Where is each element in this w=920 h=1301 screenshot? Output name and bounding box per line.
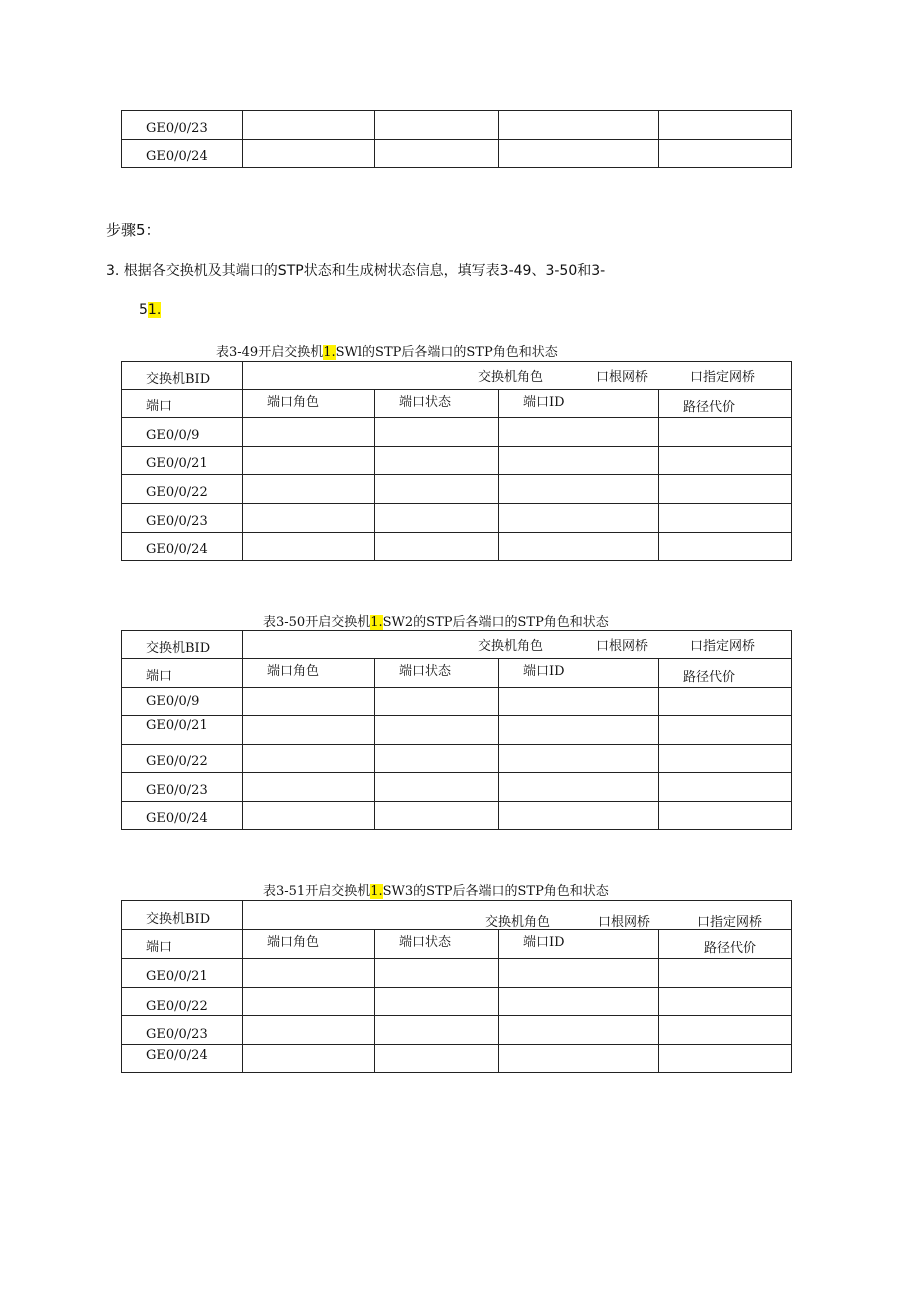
- table-row: [122, 716, 792, 745]
- empty-cell[interactable]: [499, 140, 659, 168]
- header-row: [122, 362, 792, 390]
- header-options-cell: [243, 362, 792, 390]
- caption-prefix: 表3-49开启交换机: [216, 345, 324, 360]
- table-caption: [263, 611, 609, 630]
- port-id-cell[interactable]: [499, 1045, 659, 1073]
- table-caption: [216, 341, 558, 360]
- empty-cell[interactable]: [659, 140, 792, 168]
- port-id-cell[interactable]: [499, 773, 659, 802]
- port-id-label: 端口ID: [523, 395, 565, 410]
- empty-cell[interactable]: [243, 111, 375, 140]
- port-state-cell[interactable]: [375, 475, 499, 504]
- switch-role-label: 交换机角色: [485, 915, 551, 930]
- port-state-cell[interactable]: [375, 773, 499, 802]
- table-row: [122, 1016, 792, 1045]
- path-cost-cell[interactable]: [659, 447, 792, 475]
- port-id-cell[interactable]: [499, 475, 659, 504]
- caption-suffix: SW3的STP后各端口的STP角色和状态: [382, 884, 609, 899]
- port-state-cell[interactable]: [375, 802, 499, 830]
- port-role-cell[interactable]: [243, 745, 375, 773]
- port-cell: GE0/0/21: [122, 959, 243, 988]
- port-state-label: 端口状态: [399, 664, 452, 679]
- instruction-line1: 3. 根据各交换机及其端口的STP状态和生成树状态信息，填写表3-49、3-50和3-: [106, 263, 606, 279]
- port-state-cell[interactable]: [375, 959, 499, 988]
- path-cost-header: [659, 930, 792, 959]
- port-role-cell[interactable]: [243, 959, 375, 988]
- empty-cell[interactable]: [375, 111, 499, 140]
- port-cell: GE0/0/23: [122, 773, 243, 802]
- port-id-cell[interactable]: [499, 504, 659, 533]
- port-role-cell[interactable]: [243, 504, 375, 533]
- root-bridge-option[interactable]: 口根网桥: [598, 915, 651, 930]
- port-role-cell[interactable]: [243, 475, 375, 504]
- port-id-header: [499, 390, 659, 418]
- port-id-cell[interactable]: [499, 418, 659, 447]
- designated-bridge-option[interactable]: 口指定网桥: [697, 915, 763, 930]
- port-cell: GE0/0/22: [122, 475, 243, 504]
- port-state-cell[interactable]: [375, 533, 499, 561]
- table-row: [122, 1045, 792, 1073]
- table-caption: [263, 880, 609, 899]
- path-cost-cell[interactable]: [659, 1045, 792, 1073]
- path-cost-label: 路径代价: [683, 400, 736, 415]
- port-id-label: 端口ID: [523, 664, 565, 679]
- bid-label: 交换机BID: [122, 631, 243, 659]
- path-cost-label: 路径代价: [704, 941, 757, 956]
- path-cost-cell[interactable]: [659, 773, 792, 802]
- table-row: [122, 533, 792, 561]
- port-role-cell[interactable]: [243, 447, 375, 475]
- port-role-label: 端口角色: [267, 664, 320, 679]
- path-cost-header: [659, 659, 792, 688]
- table-row: [122, 140, 792, 168]
- port-cell: GE0/0/24: [122, 802, 243, 830]
- port-role-header: [243, 390, 375, 418]
- table-row: [122, 447, 792, 475]
- port-state-cell[interactable]: [375, 716, 499, 745]
- port-id-cell[interactable]: [499, 988, 659, 1016]
- caption-suffix: SW2的STP后各端口的STP角色和状态: [382, 615, 609, 630]
- port-cell: GE0/0/9: [122, 688, 243, 716]
- port-role-header: [243, 659, 375, 688]
- port-id-cell[interactable]: [499, 447, 659, 475]
- port-id-cell[interactable]: [499, 533, 659, 561]
- port-state-cell[interactable]: [375, 745, 499, 773]
- path-cost-cell[interactable]: [659, 716, 792, 745]
- caption-prefix: 表3-50开启交换机: [263, 615, 371, 630]
- port-cell: GE0/0/9: [122, 418, 243, 447]
- empty-cell[interactable]: [375, 140, 499, 168]
- port-role-cell[interactable]: [243, 1016, 375, 1045]
- port-cell: GE0/0/24: [122, 533, 243, 561]
- designated-bridge-option[interactable]: 口指定网桥: [690, 370, 756, 385]
- port-state-cell[interactable]: [375, 504, 499, 533]
- path-cost-cell[interactable]: [659, 1016, 792, 1045]
- stp-table-3-51: [121, 900, 792, 1073]
- empty-cell[interactable]: [499, 111, 659, 140]
- header-row: [122, 631, 792, 659]
- port-header: 端口: [122, 930, 243, 959]
- path-cost-header: [659, 390, 792, 418]
- path-cost-cell[interactable]: [659, 745, 792, 773]
- port-role-cell[interactable]: [243, 716, 375, 745]
- empty-cell[interactable]: [659, 111, 792, 140]
- port-role-cell[interactable]: [243, 418, 375, 447]
- port-id-cell[interactable]: [499, 716, 659, 745]
- stp-table-3-49: [121, 361, 792, 561]
- step-heading: 步骤5：: [106, 221, 161, 239]
- port-role-cell[interactable]: [243, 688, 375, 716]
- port-state-cell[interactable]: [375, 418, 499, 447]
- table-row: [122, 959, 792, 988]
- port-state-cell[interactable]: [375, 1016, 499, 1045]
- port-state-cell[interactable]: [375, 688, 499, 716]
- port-role-label: 端口角色: [267, 935, 320, 950]
- path-cost-cell[interactable]: [659, 959, 792, 988]
- partial-table: [121, 110, 792, 168]
- subheader-row: [122, 390, 792, 418]
- table-row: [122, 418, 792, 447]
- table-row: [122, 111, 792, 140]
- port-state-header: [375, 390, 499, 418]
- port-id-cell[interactable]: [499, 1016, 659, 1045]
- port-id-cell[interactable]: [499, 959, 659, 988]
- port-cell: GE0/0/23: [122, 504, 243, 533]
- path-cost-cell[interactable]: [659, 688, 792, 716]
- port-cell: GE0/0/22: [122, 988, 243, 1016]
- table-row: [122, 773, 792, 802]
- port-cell: GE0/0/23: [122, 111, 243, 140]
- port-id-cell[interactable]: [499, 745, 659, 773]
- header-options-cell: [243, 901, 792, 930]
- port-id-cell[interactable]: [499, 802, 659, 830]
- port-role-cell[interactable]: [243, 802, 375, 830]
- switch-role-label: 交换机角色: [478, 370, 544, 385]
- caption-highlight: 1.: [370, 884, 383, 899]
- path-cost-cell[interactable]: [659, 802, 792, 830]
- port-cell: GE0/0/22: [122, 745, 243, 773]
- port-cell: GE0/0/21: [122, 716, 243, 745]
- port-role-cell[interactable]: [243, 773, 375, 802]
- instruction-line2: [139, 302, 161, 318]
- port-id-header: [499, 930, 659, 959]
- stp-table-3-50: [121, 630, 792, 830]
- bid-label: 交换机BID: [122, 362, 243, 390]
- bid-label: 交换机BID: [122, 901, 243, 930]
- table-row: [122, 504, 792, 533]
- port-state-label: 端口状态: [399, 395, 452, 410]
- caption-highlight: 1.: [323, 345, 336, 360]
- instruction-highlight: 1.: [147, 302, 162, 318]
- header-options-cell: [243, 631, 792, 659]
- port-role-cell[interactable]: [243, 988, 375, 1016]
- path-cost-label: 路径代价: [683, 670, 736, 685]
- caption-suffix: SWl的STP后各端口的STP角色和状态: [335, 345, 558, 360]
- path-cost-cell[interactable]: [659, 418, 792, 447]
- designated-bridge-option[interactable]: 口指定网桥: [690, 639, 756, 654]
- instruction-line2-prefix: 5: [139, 302, 148, 318]
- port-role-cell[interactable]: [243, 1045, 375, 1073]
- port-state-header: [375, 930, 499, 959]
- root-bridge-option[interactable]: 口根网桥: [596, 370, 649, 385]
- empty-cell[interactable]: [243, 140, 375, 168]
- path-cost-cell[interactable]: [659, 988, 792, 1016]
- port-state-label: 端口状态: [399, 935, 452, 950]
- table-row: [122, 688, 792, 716]
- port-id-label: 端口ID: [523, 935, 565, 950]
- port-header: 端口: [122, 390, 243, 418]
- port-role-label: 端口角色: [267, 395, 320, 410]
- table-row: [122, 475, 792, 504]
- port-cell: GE0/0/24: [122, 1045, 243, 1073]
- port-cell: GE0/0/23: [122, 1016, 243, 1045]
- port-state-cell[interactable]: [375, 447, 499, 475]
- port-state-cell[interactable]: [375, 1045, 499, 1073]
- port-header: 端口: [122, 659, 243, 688]
- table-row: [122, 988, 792, 1016]
- subheader-row: [122, 930, 792, 959]
- port-role-header: [243, 930, 375, 959]
- path-cost-cell[interactable]: [659, 475, 792, 504]
- table-row: [122, 745, 792, 773]
- root-bridge-option[interactable]: 口根网桥: [596, 639, 649, 654]
- port-cell: GE0/0/24: [122, 140, 243, 168]
- subheader-row: [122, 659, 792, 688]
- port-id-header: [499, 659, 659, 688]
- path-cost-cell[interactable]: [659, 533, 792, 561]
- table-row: [122, 802, 792, 830]
- caption-prefix: 表3-51开启交换机: [263, 884, 371, 899]
- port-state-header: [375, 659, 499, 688]
- port-role-cell[interactable]: [243, 533, 375, 561]
- port-cell: GE0/0/21: [122, 447, 243, 475]
- port-state-cell[interactable]: [375, 988, 499, 1016]
- header-row: [122, 901, 792, 930]
- switch-role-label: 交换机角色: [478, 639, 544, 654]
- port-id-cell[interactable]: [499, 688, 659, 716]
- caption-highlight: 1.: [370, 615, 383, 630]
- path-cost-cell[interactable]: [659, 504, 792, 533]
